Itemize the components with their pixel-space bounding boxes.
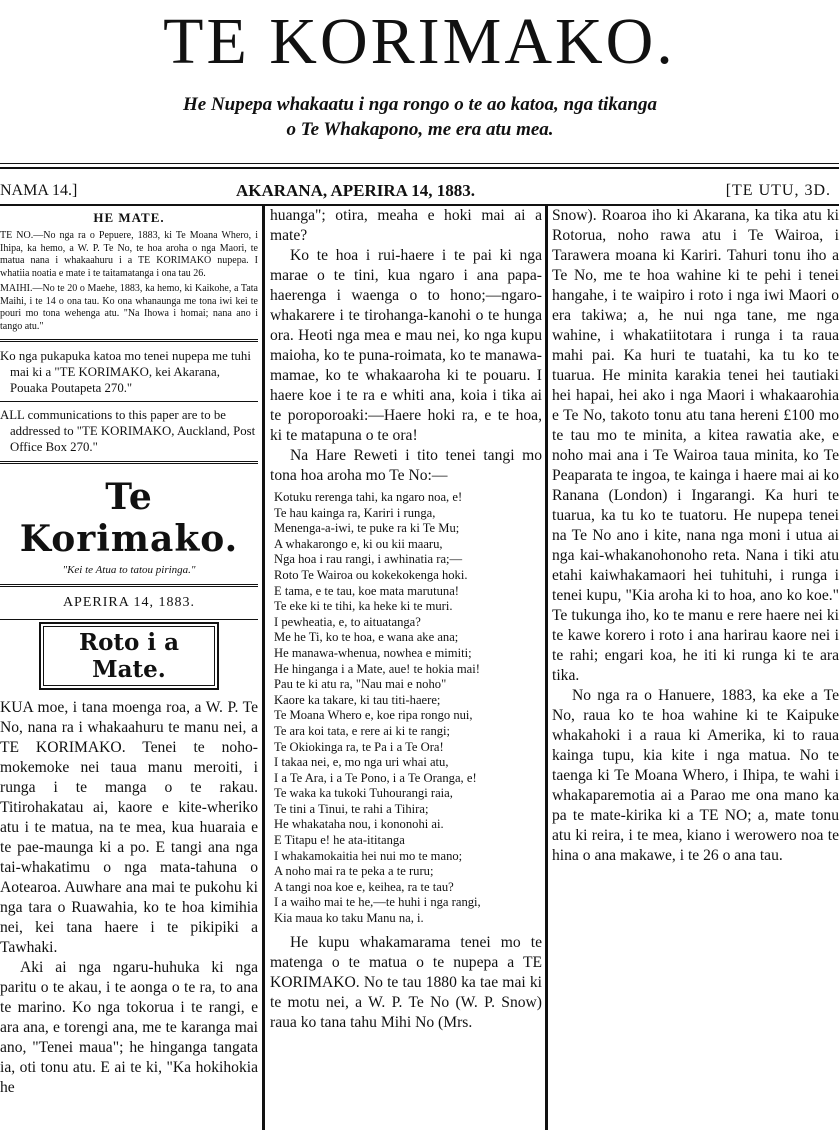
poem-line: Te Okiokinga ra, te Pa i a Te Ora! [274, 739, 444, 754]
article-paragraph: Na Hare Reweti i tito tenei tangi mo tona hoa aroha mo Te No:— [270, 447, 542, 484]
poem-line: I pewheatia, e, to aituatanga? [274, 614, 421, 629]
issue-bar [0, 178, 839, 204]
column-3 [552, 206, 839, 1130]
poem-line: I a waiho mai te he,—te huhi i nga rangi, [274, 895, 481, 910]
column-rule-2 [545, 206, 548, 1130]
column-rule-1 [262, 206, 265, 1130]
poem-line: Kaore ka takare, ki tau titi-haere; [274, 692, 441, 707]
article-paragraph: Snow). Roaroa iho ki Akarana, ka tika atu ki Rotorua, noho rawa atu i Te Wairoa, i Tarawera moana ki Kariri. Tahuri tonu iho a Te No, me te hoa wahine ki te pehi i tenei hangahe, i te waipiro i roto i nga iwi Maori o era takiwa; a, he nui nga tane, me nga wahine, i whakatiitotara i runga i ta raua mahi pai. Ka huri te tuatahi, ka tu ko te tuarua. He minita karakia tenei hei tautiaki hei hapai, hei ako i nga Maori i whakaarohia e Te No, takoto tonu atu tana hereni £100 mo te tau mo te minita, a kitea rawatia ake, e noho mai ana i Te Wairoa taua minita, ko Te Peaparata te ingoa, te kainga i haere mai ai ko Ranana (London) i Ingarangi. Ka huri te tuarua, ka tu ko te tuatoru. He nupepa tenei na Te No ano i kite, nana nga moni i utua ai nga kai-whakanohonoho reta. Nana i tiki atu etahi kaiwhakamaori hei tuhituhi, i runga i tenei kupu, "Kia aroha ki to hoa, ano ko koe." Te tukunga iho, ko te manu e rere haere nei ki te kawe korero i roto i ana harirau kaore nei i te rahi; engari koa, he iti ki runga ki te ara tika. [552, 207, 839, 684]
subtitle-line-1: He Nupepa whakaatu i nga rongo o te ao katoa, nga tikanga [182, 94, 657, 115]
editorial-masthead: Te Korimako. [19, 476, 239, 560]
divider [0, 339, 258, 342]
poem-line: E Titapu e! he ata-ititanga [274, 833, 405, 848]
motto: "Kei te Atua to tatou piringa." [62, 564, 196, 576]
divider [0, 401, 258, 402]
divider [0, 584, 258, 587]
article-heading: Roto i a Mate. [43, 626, 215, 686]
column-1 [0, 206, 258, 1130]
poem-line: Te tini a Tinui, te rahi a Tihira; [274, 801, 429, 816]
lament-poem [274, 490, 542, 927]
article-paragraph: KUA moe, i tana moenga roa, a W. P. Te No, nana ra i whakaahuru te manu nei, a TE KORIMAKO. Tenei te noho-mokemoke nei taua manu meroiti, i runga i te manga o te rakau. Titirohakatau ai, kaore e kite-wheriko atu i te matua, na te mea, kua huaraia e te pae-maunga ki a po. E tangi ana nga tai-whakatimu o nga mata-tahuna o Aotearoa. Auwhare ana mai te pukohu ki nga tara o Ruawahia, ko te hoa kimihia nei, kei tana haere i te pikipiki a Tawhaki. [0, 699, 258, 956]
notice-english: ALL communications to this paper are to be addressed to "TE KORIMAKO, Auckland, Post Office Box 270." [0, 408, 256, 454]
newspaper-subtitle [60, 92, 780, 142]
poem-line: He whakataha nou, i kononohi ai. [274, 817, 444, 832]
deaths-heading: HE MATE. [93, 210, 165, 225]
poem-line: I whakamokaitia hei nui mo te mano; [274, 848, 463, 863]
poem-line: Menenga-a-iwi, te puke ra ki Te Mu; [274, 521, 460, 536]
article-paragraph: Ko te hoa i rui-haere i te pai ki nga marae o te tini, kua ngaro i ana papa-haerenga i waenga o to hono;—ngaro-whakarere i te tirohanga-kanohi o te hunga ora. Heoti nga mea e mau nei, ko nga kupu maioha, ko te puna-roimata, ko te manawa-mamae, ko te whakaaroha ki te pouaru. I haere koe i te ra e whiti ana, koia i tika ai te poroporoaki:—Haere hoki ra, e te hoa, ki te matapuna o te ora! [270, 247, 542, 444]
divider [0, 461, 258, 464]
death-notice-te-no: TE NO.—No nga ra o Pepuere, 1883, ki Te Moana Whero, i Ihipa, ka hemo, a W. P. Te No, te hoa aroha o nga Maori, te matua nana i whakaahuru i a TE KORIMAKO nupepa. I whatiia noatia e mate i te taitamatanga i ona tau 26. [0, 230, 258, 279]
masthead-rule-bottom [0, 167, 839, 169]
poem-line: Te waka ka tukoki Tuhourangi raia, [274, 786, 453, 801]
poem-line: Me he Ti, ko te hoa, e wana ake ana; [274, 630, 459, 645]
poem-line: A noho mai ra te peka a te ruru; [274, 864, 434, 879]
subtitle-line-2: o Te Whakapono, me era atu mea. [286, 119, 554, 140]
masthead [0, 0, 839, 160]
issue-number: NAMA 14.] [0, 182, 78, 199]
poem-line: A whakarongo e, ki ou kii maaru, [274, 536, 443, 551]
newspaper-title: TE KORIMAKO. [163, 5, 676, 78]
masthead-rule-top [0, 163, 839, 164]
article-paragraph: Aki ai nga ngaru-huhuka ki nga paritu o te akau, i te aonga o te ra, to ana te marino. Ko nga tokorua i te rangi, e ara ana, e torengi ana, me te karanga mai ano, "Tenei maua"; he hinganga tangata ia, oti tonu atu. E ai te ki, "Ka hokihokia he [0, 959, 258, 1096]
poem-line: I a Te Ara, i a Te Pono, i a Te Oranga, e! [274, 770, 477, 785]
poem-line: Kotuku rerenga tahi, ka ngaro noa, e! [274, 490, 463, 504]
poem-line: Te Moana Whero e, koe ripa rongo nui, [274, 708, 473, 723]
poem-line: He manawa-whenua, nowhea e mimiti; [274, 645, 472, 660]
column-2 [270, 206, 542, 1130]
poem-line: Pau te ki atu ra, "Nau mai e noho" [274, 677, 447, 692]
poem-line: Kia maua ko taku Manu na, i. [274, 911, 424, 926]
poem-line: E tama, e te tau, koe mata marutuna! [274, 583, 459, 598]
death-notice-maihi: MAIHI.—No te 20 o Maehe, 1883, ka hemo, ki Kaikohe, a Tata Maihi, i te 14 o ona tau. Ko ona whanaunga me tona iwi kei te pouri mo tona wehenga atu. "Na Ihowa i homai; nana ano i tango atu." [0, 283, 258, 332]
poem-line: Nga hoa i rau rangi, i awhinatia ra;— [274, 552, 463, 567]
article-paragraph: huanga"; otira, meaha e hoki mai ai a mate? [270, 207, 542, 244]
divider [0, 619, 258, 620]
poem-line: Roto Te Wairoa ou kokekokenga hoki. [274, 567, 468, 582]
editorial-date: APERIRA 14, 1883. [62, 595, 196, 610]
issue-price: [TE UTU, 3D. [725, 182, 831, 199]
poem-line: Te eke ki te tihi, ka heke ki te muri. [274, 599, 453, 614]
notice-maori: Ko nga pukapuka katoa mo tenei nupepa me tuhi mai ki a "TE KORIMAKO, kei Akarana, Pouaka Poutapeta 270." [0, 349, 251, 395]
issue-dateline: AKARANA, APERIRA 14, 1883. [236, 181, 475, 200]
poem-line: He hinganga i a Mate, aue! te hokia mai! [274, 661, 480, 676]
article-paragraph: No nga ra o Hanuere, 1883, ka eke a Te No, raua ko te hoa wahine ki te Kaipuke whakahoki i a raua ki Amerika, ki to raua kainga tupu, kia kite i nga matua. No te taenga ki Te Moana Whero, i Ihipa, te wahi i whakaparemotia ai a Parao me ona mano ka pa te mate-kirika ki a TE NO; a, mate tonu atu ki reira, i te mea, kiano i werowero noa te hina o ana makawe, i te 26 o ana tau. [552, 687, 839, 864]
poem-line: I takaa nei, e, mo nga uri whai atu, [274, 755, 449, 770]
poem-line: Te ara koi tata, e rere ai ki te rangi; [274, 723, 451, 738]
article-paragraph: He kupu whakamarama tenei mo te matenga o te matua o te nupepa a TE KORIMAKO. No te tau 1880 ka tae mai ki te motu nei, a W. P. Te No (W. P. Snow) raua ko tana tahu Mihi No (Mrs. [270, 933, 542, 1031]
poem-line: A tangi noa koe e, keihea, ra te tau? [274, 879, 454, 894]
poem-line: Te hau kainga ra, Kariri i runga, [274, 505, 436, 520]
